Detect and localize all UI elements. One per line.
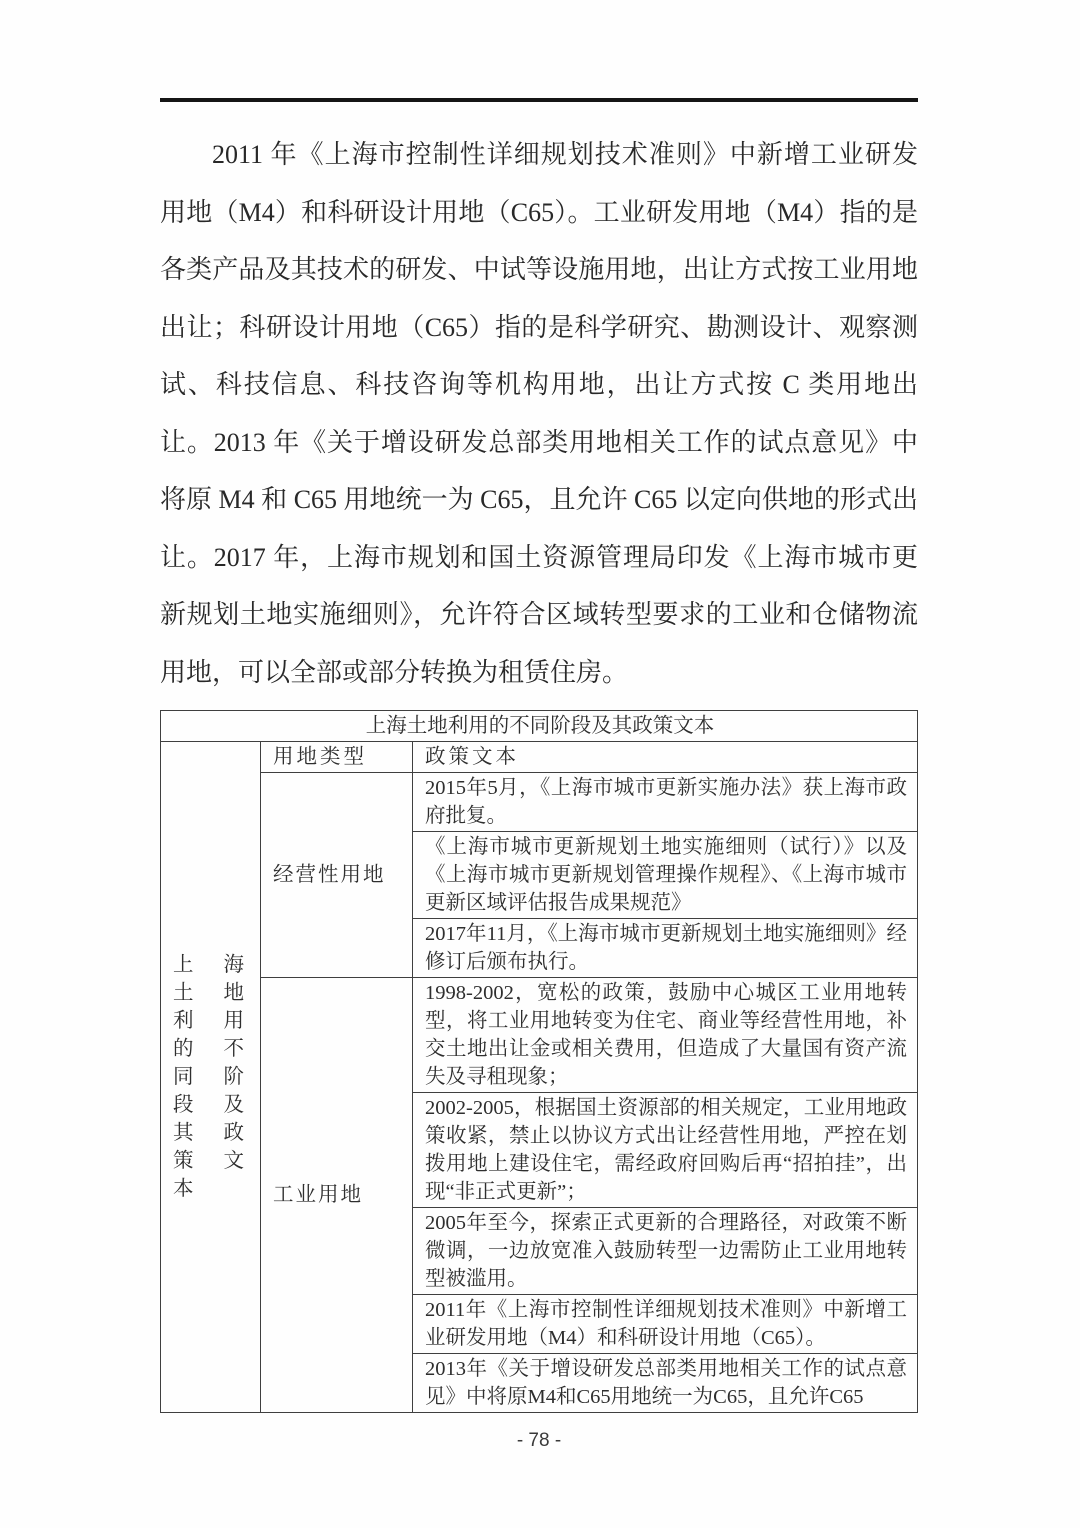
policy-cell: 2015年5月，《上海市城市更新实施办法》获上海市政府批复。 xyxy=(413,773,918,832)
table-side-label: 上海土地利用的不同阶段及其政策文本 xyxy=(161,742,261,1413)
policy-cell: 2013年《关于增设研发总部类用地相关工作的试点意见》中将原M4和C65用地统一为C65，且允许C65 xyxy=(413,1354,918,1413)
land-type-industrial: 工业用地 xyxy=(261,978,413,1413)
table-header-row xyxy=(161,742,918,773)
policy-cell: 2005年至今，探索正式更新的合理路径，对政策不断微调，一边放宽准入鼓励转型一边需防止工业用地转型被滥用。 xyxy=(413,1208,918,1295)
body-paragraph: 2011 年《上海市控制性详细规划技术准则》中新增工业研发用地（M4）和科研设计用地（C65）。工业研发用地（M4）指的是各类产品及其技术的研发、中试等设施用地，出让方式按工业用地出让；科研设计用地（C65）指的是科学研究、勘测设计、观察测试、科技信息、科技咨询等机构用地，出让方式按 C 类用地出让。2013 年《关于增设研发总部类用地相关工作的试点意见》中将原 M4 和 C65 用地统一为 C65，且允许 C65 以定向供地的形式出让。2017 年，上海市规划和国土资源管理局印发《上海市城市更新规划土地实施细则》，允许符合区域转型要求的工业和仓储物流用地，可以全部或部分转换为租赁住房。 xyxy=(160,140,918,687)
policy-cell: 2017年11月，《上海市城市更新规划土地实施细则》经修订后颁布执行。 xyxy=(413,919,918,978)
table-title: 上海土地利用的不同阶段及其政策文本 xyxy=(161,711,918,742)
policy-cell: 1998-2002，宽松的政策，鼓励中心城区工业用地转型，将工业用地转变为住宅、商业等经营性用地，补交土地出让金或相关费用，但造成了大量国有资产流失及寻租现象； xyxy=(413,978,918,1093)
policy-cell: 2002-2005，根据国土资源部的相关规定，工业用地政策收紧，禁止以协议方式出让经营性用地，严控在划拨用地上建设住宅，需经政府回购后再“招拍挂”，出现“非正式更新”； xyxy=(413,1093,918,1208)
table-row xyxy=(161,773,918,832)
column-header-land-type: 用地类型 xyxy=(261,742,413,773)
page-number: - 78 - xyxy=(516,1430,562,1451)
content-area xyxy=(160,98,918,1452)
policy-table xyxy=(160,710,918,1413)
land-type-commercial: 经营性用地 xyxy=(261,773,413,978)
policy-cell: 《上海市城市更新规划土地实施细则（试行）》以及《上海市城市更新规划管理操作规程》、《上海市城市更新区域评估报告成果规范》 xyxy=(413,832,918,919)
column-header-policy-text: 政策文本 xyxy=(413,742,918,773)
table-title-row xyxy=(161,711,918,742)
header-rule xyxy=(160,98,918,102)
table-row xyxy=(161,978,918,1093)
policy-cell: 2011年《上海市控制性详细规划技术准则》中新增工业研发用地（M4）和科研设计用地（C65）。 xyxy=(413,1295,918,1354)
